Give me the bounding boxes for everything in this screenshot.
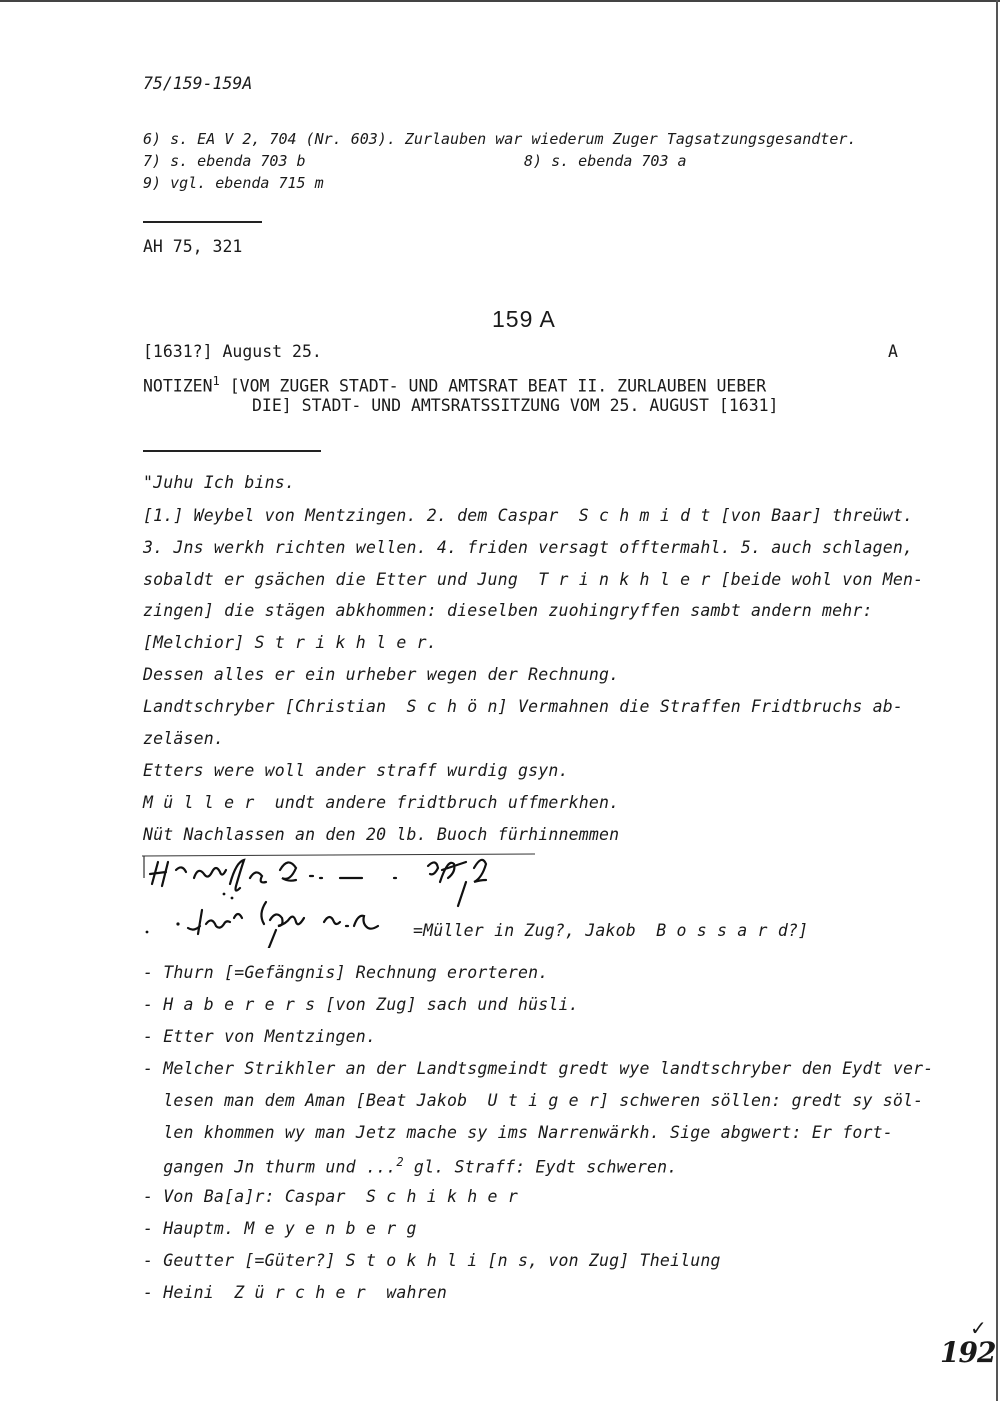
list-item: - Hauptm. M e y e n b e r g — [143, 1219, 417, 1238]
body-line: [Melchior] S t r i k h l e r. — [143, 633, 437, 652]
body-line: Nüt Nachlassen an den 20 lb. Buoch fürhinnemmen — [143, 825, 620, 844]
list-item: - Heini Z ü r c h e r wahren — [143, 1283, 448, 1302]
list-item: - Geutter [=Güter?] S t o k h l i [n s, von Zug] Theilung — [143, 1251, 721, 1270]
list-item: - Von Ba[a]r: Caspar S c h i k h e r — [143, 1187, 518, 1206]
body-line: sobaldt er gsächen die Etter und Jung T r i n k h l e r [beide wohl von Men- — [143, 570, 924, 589]
document-date: [1631?] August 25. — [143, 342, 322, 361]
separator-rule-1 — [143, 221, 262, 223]
footnote-mark: 2 — [396, 1155, 404, 1169]
list-item: lesen man dem Aman [Beat Jakob U t i g e r] schweren söllen: gredt sy söl- — [143, 1091, 924, 1110]
title-rest-1: [VOM ZUGER STADT- UND AMTSRAT BEAT II. ZURLAUBEN UEBER — [219, 376, 767, 396]
list-item: - H a b e r e r s [von Zug] sach und hüsli. — [143, 995, 579, 1014]
page-border-right — [996, 0, 998, 1401]
footnote-7: 7) s. ebenda 703 b — [143, 152, 306, 170]
body-line: 3. Jns werkh richten wellen. 4. friden versagt offtermahl. 5. auch schlagen, — [143, 538, 914, 557]
body-line: zeläsen. — [143, 729, 225, 748]
page-number-handwritten: 192 — [940, 1336, 996, 1369]
handwriting-transcription: =Müller in Zug?, Jakob B o s s a r d?] — [413, 921, 809, 940]
body-line: [1.] Weybel von Mentzingen. 2. dem Caspar S c h m i d t [von Baar] threüwt. — [143, 506, 914, 525]
document-title-line-2: DIE] STADT- UND AMTSRATSSITZUNG VOM 25. AUGUST [1631] — [252, 396, 779, 415]
list-item-text: gangen Jn thurm und ... — [143, 1157, 397, 1177]
title-main: NOTIZEN — [143, 376, 213, 396]
body-line: Etters were woll ander straff wurdig gsyn. — [143, 761, 569, 780]
separator-rule-2 — [143, 450, 321, 452]
footnote-8: 8) s. ebenda 703 a — [524, 152, 687, 170]
check-mark: ✓ — [970, 1316, 987, 1340]
body-line: Dessen alles er ein urheber wegen der Rechnung. — [143, 665, 620, 684]
list-item — [143, 1155, 677, 1177]
footnote-6: 6) s. EA V 2, 704 (Nr. 603). Zurlauben war wiederum Zuger Tagsatzungsgesandter. — [143, 130, 857, 148]
page-border-top — [0, 0, 1000, 2]
document-reference: 75/159-159A — [143, 74, 253, 93]
list-item: len khommen wy man Jetz mache sy ims Narrenwärkh. Sige abgwert: Er fort- — [143, 1123, 893, 1142]
document-title-line-1 — [143, 374, 766, 396]
list-item: - Thurn [=Gefängnis] Rechnung erorteren. — [143, 963, 549, 982]
source-reference: AH 75, 321 — [143, 237, 243, 256]
footnote-9: 9) vgl. ebenda 715 m — [143, 174, 324, 192]
list-item: - Etter von Mentzingen. — [143, 1027, 377, 1046]
list-item-text-rest: gl. Straff: Eydt schweren. — [403, 1157, 678, 1177]
body-line: "Juhu Ich bins. — [143, 473, 296, 492]
document-marker: A — [888, 342, 898, 361]
title-footnote-mark: 1 — [212, 374, 220, 388]
body-line: zingen] die stägen abkhommen: dieselben zuohingryffen sambt andern mehr: — [143, 601, 873, 620]
list-item: - Melcher Strikhler an der Landtsgmeindt gredt wye landtschryber den Eydt ver- — [143, 1059, 934, 1078]
document-number: 159 A — [492, 306, 556, 332]
body-line: Landtschryber [Christian S c h ö n] Vermahnen die Straffen Fridtbruchs ab- — [143, 697, 904, 716]
body-line: M ü l l e r undt andere fridtbruch uffmerkhen. — [143, 793, 620, 812]
